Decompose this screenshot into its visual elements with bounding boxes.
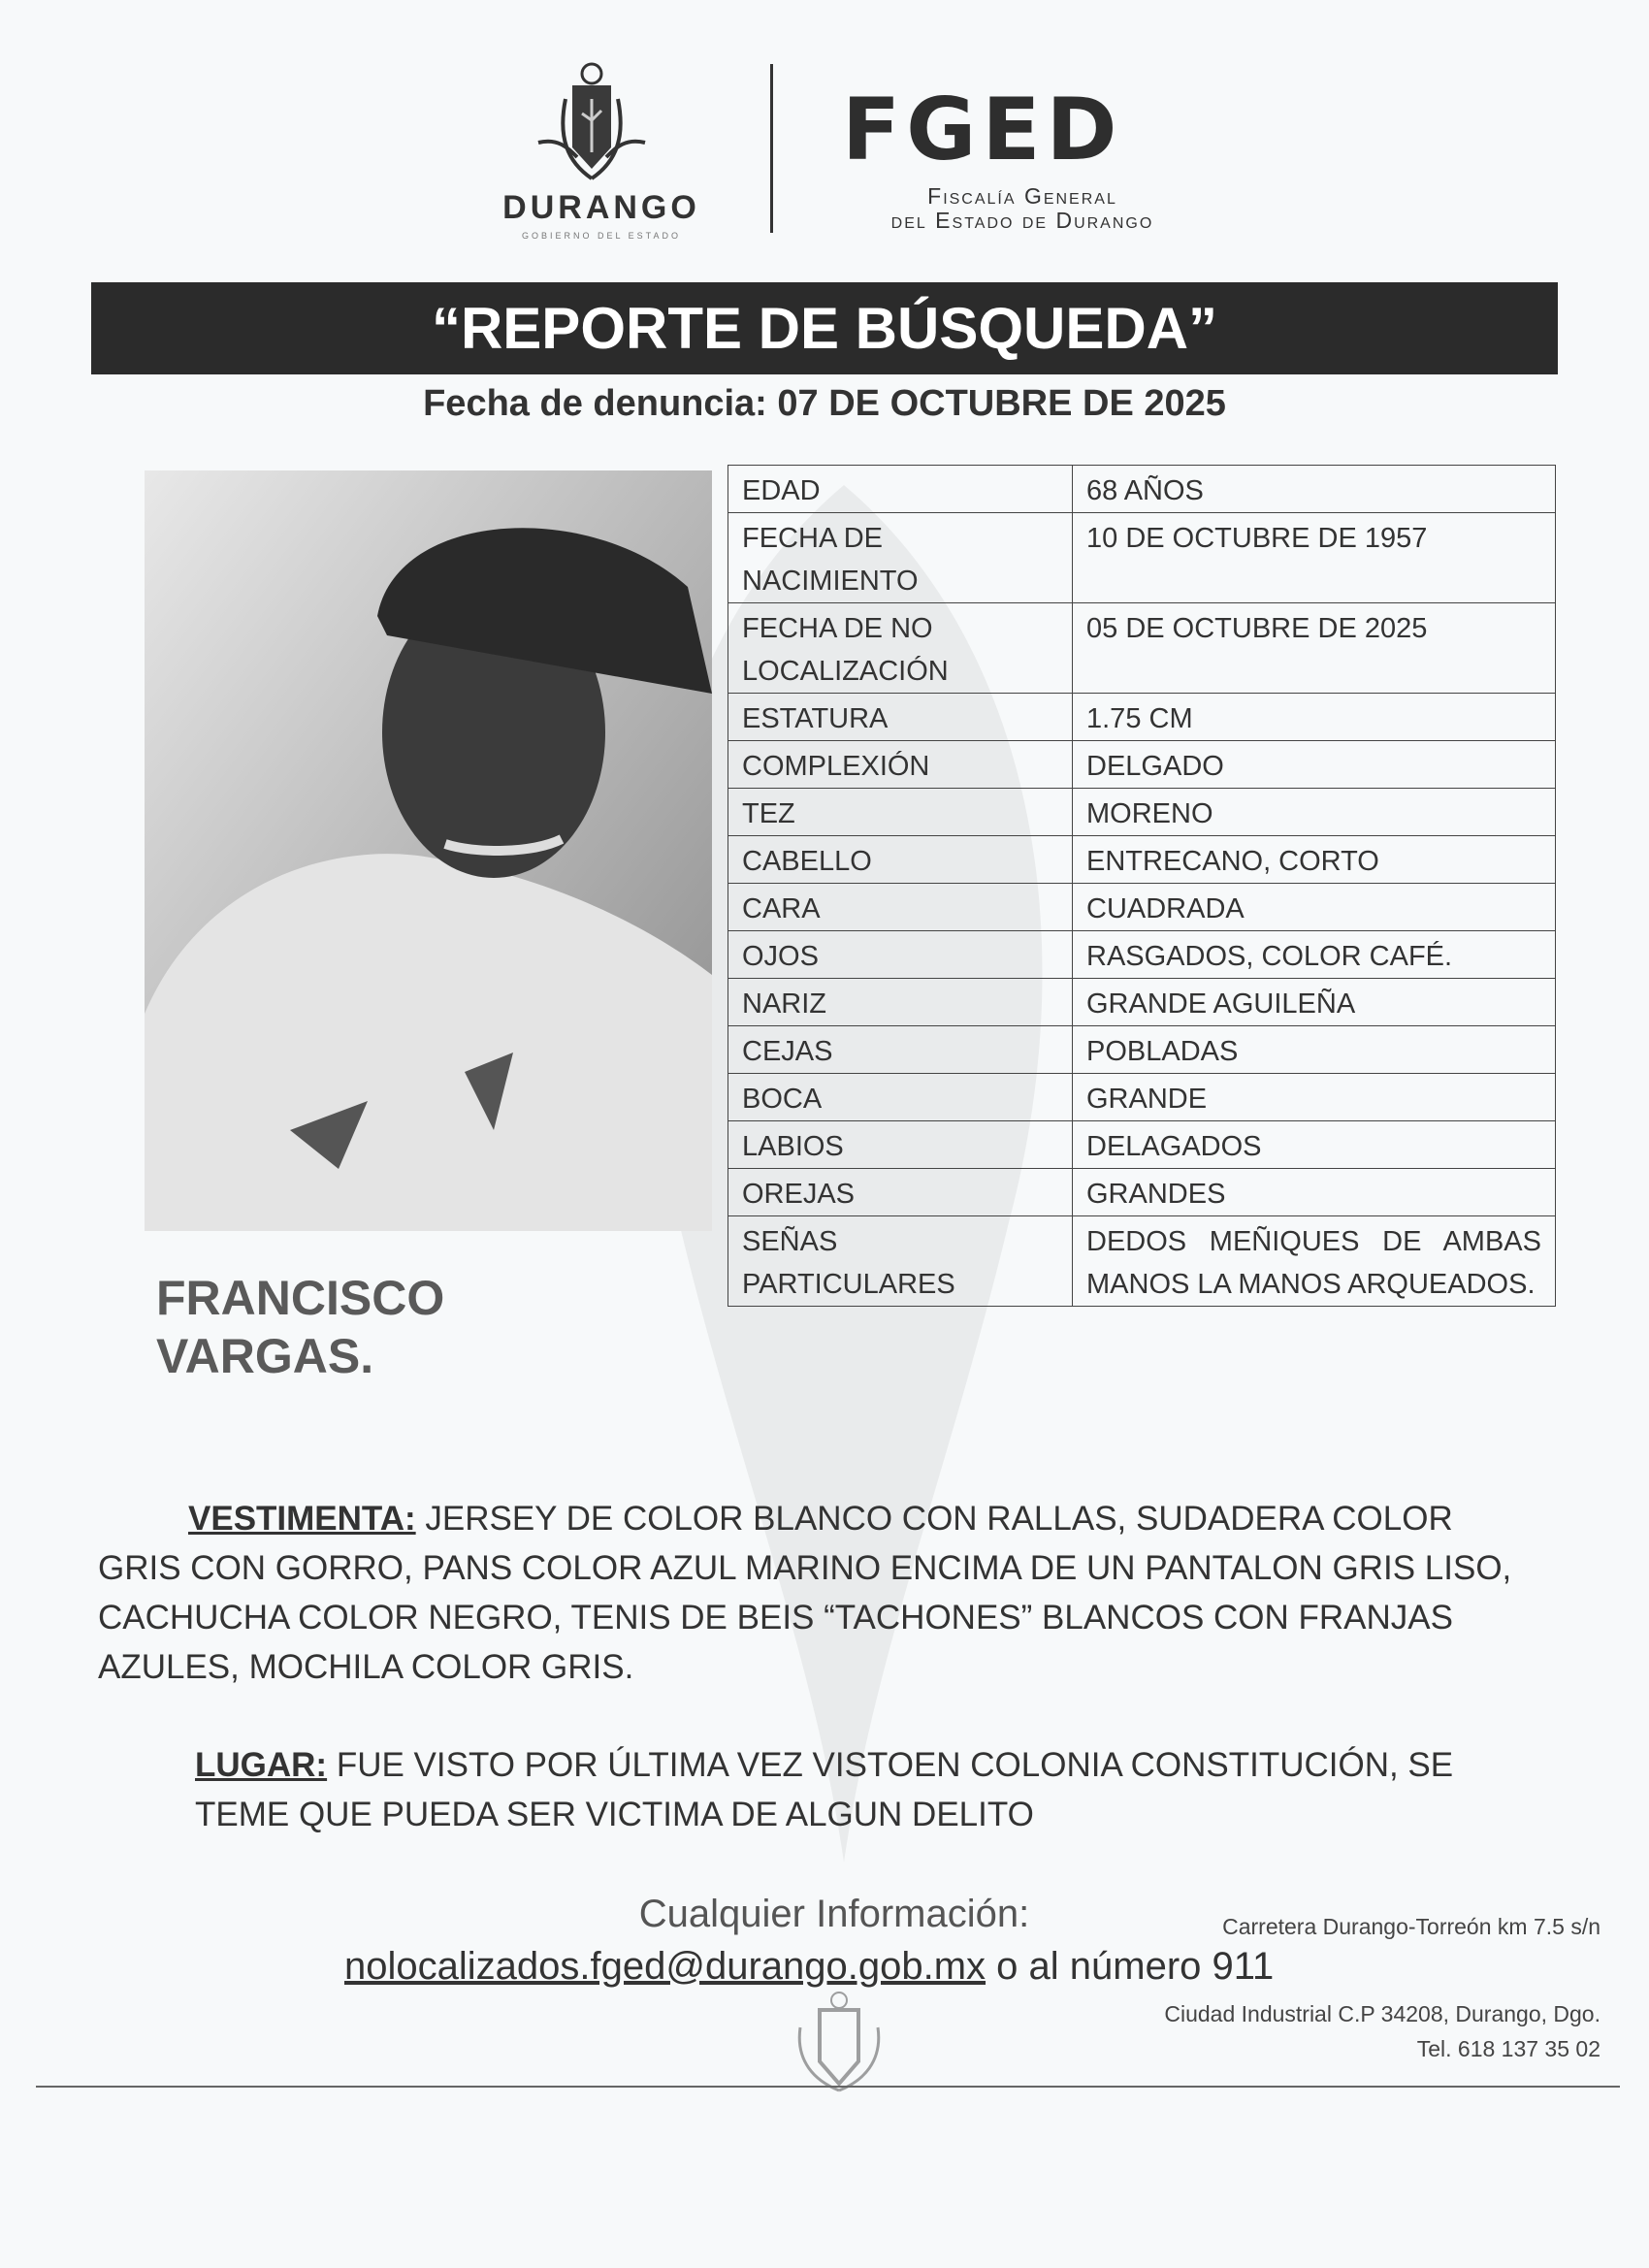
table-row [728, 979, 1556, 1026]
detail-value: 1.75 CM [1073, 694, 1556, 741]
detail-label: OJOS [728, 931, 1073, 979]
detail-value: DELAGADOS [1073, 1121, 1556, 1169]
detail-label: COMPLEXIÓN [728, 741, 1073, 789]
detail-value: CUADRADA [1073, 884, 1556, 931]
table-row [728, 1169, 1556, 1216]
table-row [728, 1074, 1556, 1121]
detail-label: TEZ [728, 789, 1073, 836]
detail-label: CARA [728, 884, 1073, 931]
detail-value: GRANDE AGUILEÑA [1073, 979, 1556, 1026]
detail-value: 68 AÑOS [1073, 466, 1556, 513]
detail-value: DEDOS MEÑIQUES DE AMBAS MANOS LA MANOS ARQUEADOS. [1073, 1216, 1556, 1307]
details-table [728, 465, 1556, 1307]
clothing-label: VESTIMENTA: [188, 1500, 416, 1538]
detail-label: SEÑAS PARTICULARES [728, 1216, 1073, 1307]
contact-phone-text: o al número 911 [986, 1945, 1275, 1988]
detail-value: GRANDE [1073, 1074, 1556, 1121]
table-row [728, 513, 1556, 603]
clothing-description [98, 1494, 1534, 1692]
detail-value: GRANDES [1073, 1169, 1556, 1216]
detail-label: FECHA DE NO LOCALIZACIÓN [728, 603, 1073, 694]
missing-person-photo [145, 470, 712, 1231]
table-row [728, 603, 1556, 694]
agency-name-line2: del Estado de Durango [890, 208, 1154, 233]
durango-logo-subtitle: GOBIERNO DEL ESTADO [521, 231, 682, 241]
detail-label: NARIZ [728, 979, 1073, 1026]
person-name [156, 1269, 444, 1385]
fged-logo-text: FGED [842, 80, 1123, 179]
table-row [728, 884, 1556, 931]
report-title: “REPORTE DE BÚSQUEDA” [91, 282, 1558, 374]
detail-value: ENTRECANO, CORTO [1073, 836, 1556, 884]
detail-label: BOCA [728, 1074, 1073, 1121]
detail-label: CABELLO [728, 836, 1073, 884]
detail-label: CEJAS [728, 1026, 1073, 1074]
address-line1: Carretera Durango-Torreón km 7.5 s/n [1222, 1914, 1600, 1939]
table-row [728, 931, 1556, 979]
detail-value: POBLADAS [1073, 1026, 1556, 1074]
table-row [728, 466, 1556, 513]
footer-divider [36, 2086, 1620, 2088]
place-description [195, 1740, 1553, 1839]
table-row [728, 694, 1556, 741]
table-row [728, 1026, 1556, 1074]
table-row [728, 1121, 1556, 1169]
durango-emblem-icon [529, 60, 655, 186]
place-label: LUGAR: [195, 1746, 328, 1784]
report-date: Fecha de denuncia: 07 DE OCTUBRE DE 2025 [423, 383, 1226, 424]
contact-email-link[interactable]: nolocalizados.fged@durango.gob.mx [344, 1945, 986, 1988]
person-name-line1: FRANCISCO [156, 1271, 445, 1325]
detail-label: OREJAS [728, 1169, 1073, 1216]
detail-label: ESTATURA [728, 694, 1073, 741]
address-phone: Tel. 618 137 35 02 [1416, 2036, 1600, 2061]
detail-value: RASGADOS, COLOR CAFÉ. [1073, 931, 1556, 979]
table-row [728, 836, 1556, 884]
detail-value: DELGADO [1073, 741, 1556, 789]
contact-line [344, 1944, 1274, 1989]
agency-name-line1: Fiscalía General [927, 183, 1117, 209]
clothing-text: JERSEY DE COLOR BLANCO CON RALLAS, SUDADERA COLOR GRIS CON GORRO, PANS COLOR AZUL MARINO ENCIMA DE UN PANTALON GRIS LISO, CACHUCHA COLOR NEGRO, TENIS DE BEIS “TACHONES” BLANCOS CON FRANJAS AZULES, MOCHILA COLOR GRIS. [98, 1500, 1512, 1686]
address-line2: Ciudad Industrial C.P 34208, Durango, Dgo. [1164, 2001, 1600, 2026]
detail-value: MORENO [1073, 789, 1556, 836]
table-row [728, 1216, 1556, 1307]
detail-label: LABIOS [728, 1121, 1073, 1169]
table-row [728, 741, 1556, 789]
agency-name [842, 184, 1203, 233]
footer-emblem-icon [786, 1989, 892, 2095]
detail-value: 10 DE OCTUBRE DE 1957 [1073, 513, 1556, 603]
table-row [728, 789, 1556, 836]
detail-label: FECHA DE NACIMIENTO [728, 513, 1073, 603]
detail-value: 05 DE OCTUBRE DE 2025 [1073, 603, 1556, 694]
header-divider [770, 64, 773, 233]
contact-heading: Cualquier Información: [638, 1893, 1030, 1935]
place-text: FUE VISTO POR ÚLTIMA VEZ VISTOEN COLONIA CONSTITUCIÓN, SE TEME QUE PUEDA SER VICTIMA DE ALGUN DELITO [195, 1746, 1454, 1833]
durango-logo-text: DURANGO [502, 189, 700, 226]
person-name-line2: VARGAS. [156, 1329, 374, 1383]
detail-label: EDAD [728, 466, 1073, 513]
